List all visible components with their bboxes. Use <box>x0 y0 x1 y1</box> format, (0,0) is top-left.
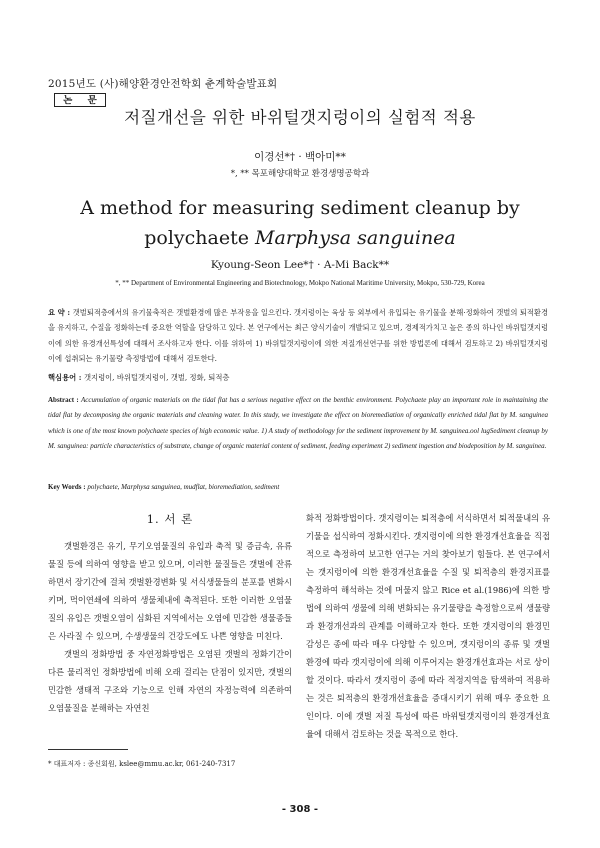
english-affiliation: *, ** Department of Environmental Engineering and Biotechnology, Mokpo National Maritime University, Mokpo, 530-729, Korea <box>115 279 485 287</box>
english-title <box>40 193 560 253</box>
english-abstract <box>48 393 548 454</box>
footnote-divider <box>48 749 128 750</box>
footnote: * 대표저자 : 종신회원, kslee@mmu.ac.kr, 061-240-7317 <box>48 760 236 768</box>
english-title-main: A method for measuring sediment cleanup by polychaete <box>80 197 520 249</box>
korean-keywords-label: 핵심용어 : <box>48 373 84 382</box>
english-authors: Kyoung-Seon Lee*† · A-Mi Back** <box>210 259 390 271</box>
body-paragraph: 화적 정화방법이다. 갯지렁이는 퇴적층에 서식하면서 퇴적물내의 유기물을 섭식하여 정화시킨다. 갯지렁이에 의한 환경개선효율을 직접적으로 측정하여 보고한 연구는 거의 찾아보기 힘들다. 본 연구에서는 갯지렁이에 의한 환경개선효율을 수질 및 퇴적층의 환경지표를 측정하여 해석하는 것에 머물지 않고 Rice et al.(1986)에 의한 방법에 의하여 생물에 의해 변화되는 유기물량을 측정함으로써 생물량과 환경개선과의 관계를 이해하고자 한다. 또한 갯지렁이의 환경민감성은 종에 따라 매우 다양할 수 있으며, 갯지렁이의 종류 및 갯벌환경에 따라 갯지렁이에 의해 이루어지는 환경개선효과는 서로 상이할 것이다. 따라서 갯지렁이 종에 따라 적정지역을 탐색하여 적용하는 것은 퇴적층의 환경개선효율을 증대시키기 위해 매우 중요한 요인이다. 이에 갯벌 저질 특성에 따른 바위털갯지렁이의 환경개선효율에 대해서 검토하는 것을 목적으로 한다. <box>306 513 550 739</box>
korean-abstract-label: 요 약 : <box>48 308 73 317</box>
korean-abstract <box>48 305 548 366</box>
korean-abstract-text: 갯벌퇴적층에서의 유기물축적은 갯벌환경에 많은 부작용을 일으킨다. 갯지렁이는 육상 등 외부에서 유입되는 유기물을 분해·정화하여 갯벌의 퇴적환경을 유지하고, 수질을 정화하는데 중요한 역할을 담당하고 있다. 본 연구에서는 최근 양식기술이 개발되고 있으며, 경제적가치고 높은 종의 하나인 바위털갯지렁이에 의한 유경개선특성에 대해서 조사하고자 한다. 이를 위하여 1) 바위털갯지렁이에 의한 저질개선연구를 위한 방법론에 대해서 검토하고 2) 바위털갯지렁이에 섭취되는 유기물량 측정방법에 대해서 검토한다. <box>48 308 548 363</box>
english-keywords-label: Key Words : <box>48 483 88 491</box>
korean-keywords-text: 갯지렁이, 바위털갯지렁이, 갯벌, 정화, 퇴적층 <box>83 373 230 382</box>
body-paragraph: 갯벌의 정화방법 중 자연정화방법은 오염된 갯벌의 정화기간이 다른 물리적인 정화방법에 비해 오래 걸리는 단점이 있지만, 갯벌의 민감한 생태적 구조와 기능으로 인해 자연의 자정능력에 의존하여 오염물질을 분해하는 자연친 <box>48 649 292 713</box>
english-keywords <box>48 480 548 495</box>
english-abstract-label: Abstract : <box>48 396 81 404</box>
english-keywords-text: polychaete, Marphysa sanguinea, mudflat, bioremediation, sediment <box>87 483 280 491</box>
korean-authors: 이경선*† · 백아미** <box>254 151 346 163</box>
article-type-tag: 논 문 <box>54 93 106 107</box>
korean-title: 저질개선을 위한 바위털갯지렁이의 실험적 적용 <box>124 108 476 127</box>
korean-affiliation: *, ** 목포해양대학교 환경생명공학과 <box>230 169 370 179</box>
body-paragraph: 갯벌환경은 유기, 무기오염물질의 유입과 축적 및 증금속, 유류물질 등에 의하여 영향을 받고 있으며, 이러한 물질들은 갯벌에 잔류하면서 장기간에 걸쳐 갯벌환경변화 및 서식생물들의 분포를 변화시키며, 먹이연쇄에 의하여 생물체내에 축적된다. 또한 이러한 오염물질의 유입은 갯벌오염이 심화된 지역에서는 오염에 민감한 생물종들은 사라질 수 있으며, 수생생물의 건강도에도 나쁜 영향을 미친다. <box>48 541 292 641</box>
section-title: 1. 서 론 <box>146 512 194 526</box>
korean-keywords <box>48 370 548 385</box>
conference-header: 2015년도 (사)해양환경안전학회 춘계학술발표회 <box>48 78 278 90</box>
left-column <box>48 537 292 717</box>
english-title-species: Marphysa sanguinea <box>255 227 456 249</box>
right-column <box>306 509 550 743</box>
page-number: - 308 - <box>281 804 319 815</box>
english-abstract-text: Accumulation of organic materials on the tidal flat has a serious negative effect on the benthic environment. Polychaete play an important role in maintaining the tidal flat by decomposing the organic materials and cleaning water. In this study, we investigate the effect on bioremediation of organically enriched tidal flat by M. sanguinea which is one of the most known polychaete species of high economic value. 1) A study of methodology for the sediment improvement by M. sanguinea.ool lugSediment cleanup by M. sanguinea: particle characteristics of substrate, change of organic material content of sediment, feeding experiment 2) sediment ingestion and biodeposition by M. sanguinea. <box>48 396 548 450</box>
